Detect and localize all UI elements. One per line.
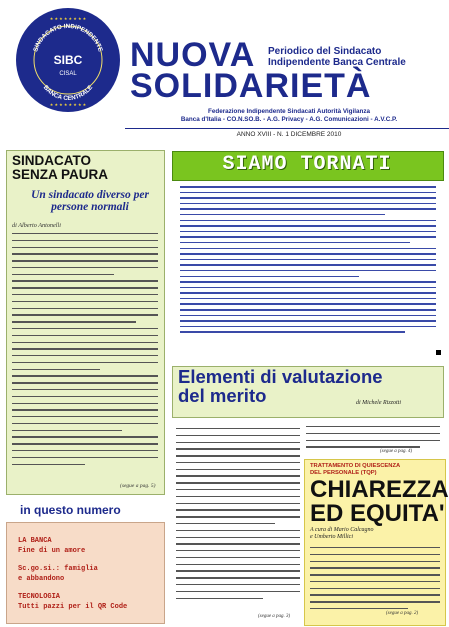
siamo-tornati-title: SIAMO TORNATI — [222, 153, 392, 176]
masthead-subtitle — [268, 46, 406, 68]
right-column-continue[interactable]: (segue a pag. 4) — [380, 449, 413, 454]
toc-item-banca[interactable] — [18, 536, 158, 556]
tqp-sidebar-title — [310, 478, 449, 526]
tqp-sidebar-body — [310, 547, 440, 615]
federation-line — [130, 108, 448, 124]
logo-cisal: CISAL — [59, 71, 77, 77]
left-article-subhead: Un sindacato diverso per persone normali — [31, 189, 149, 213]
logo-text-bottom: BANCA CENTRALE — [41, 84, 95, 103]
sibc-logo — [14, 6, 122, 114]
toc-item-heading: TECNOLOGIA — [18, 593, 61, 601]
svg-text:★ ★ ★ ★ ★ ★ ★ ★: ★ ★ ★ ★ ★ ★ ★ ★ — [49, 16, 87, 21]
masthead-title-line2: SOLIDARIETÀ — [130, 67, 372, 105]
toc-title: in questo numero — [20, 503, 121, 517]
merit-title-line1: Elementi di valutazione — [178, 366, 383, 387]
tqp-sidebar-continue[interactable]: (segue a pag. 2) — [386, 611, 419, 616]
left-article-headline — [12, 154, 108, 182]
toc-item-text: e abbandono — [18, 575, 65, 583]
left-article-author: di Alberto Antonelli — [12, 222, 61, 229]
tqp-sidebar-author — [310, 527, 374, 541]
tqp-title-line1: CHIAREZZA — [310, 476, 449, 503]
toc-item-heading: Sc.go.si.: famiglia — [18, 565, 98, 573]
merit-article-continue[interactable]: (segue a pag. 3) — [258, 614, 291, 619]
tqp-label-line2: DEL PERSONALE (TQP) — [310, 470, 377, 476]
header-divider — [125, 128, 449, 129]
merit-article-body — [176, 428, 300, 604]
issue-date: ANNO XVIII - N. 1 DICEMBRE 2010 — [236, 131, 342, 138]
merit-article-author: di Michele Rizzotti — [356, 400, 401, 406]
left-headline-line1: SINDACATO — [12, 153, 92, 168]
masthead-title-line1: NUOVA — [130, 36, 256, 74]
merit-title-line2: del merito — [178, 385, 267, 406]
logo-text-top: SINDACATO INDIPENDENTE — [32, 22, 104, 53]
masthead-subtitle-line1: Periodico del Sindacato — [268, 46, 382, 57]
logo-sibc: SIBC — [53, 53, 83, 67]
article-end-mark — [436, 350, 441, 355]
toc-item-tecnologia[interactable] — [18, 592, 158, 612]
masthead-subtitle-line2: Indipendente Banca Centrale — [268, 57, 406, 68]
toc-item-heading: LA BANCA — [18, 537, 52, 545]
federation-line2: Banca d'Italia - CO.N.SO.B. - A.G. Privacy - A.G. Comunicazioni - A.V.C.P. — [180, 116, 398, 123]
svg-text:★ ★ ★ ★ ★ ★ ★ ★: ★ ★ ★ ★ ★ ★ ★ ★ — [49, 102, 87, 107]
tqp-sidebar-label — [310, 463, 440, 477]
left-article-body — [12, 233, 158, 470]
federation-line1: Federazione Indipendente Sindacati Autorità Vigilanza — [208, 108, 370, 115]
left-article-continue[interactable]: (segue a pag. 5) — [120, 483, 156, 489]
toc-item-scgosi[interactable] — [18, 564, 158, 584]
main-article-body — [180, 186, 436, 337]
toc-item-text: Fine di un amore — [18, 547, 86, 555]
tqp-author-line1: A cura di Mario Calcagno — [310, 527, 374, 533]
right-column-body — [306, 426, 440, 453]
tqp-title-line2: ED EQUITA' — [310, 500, 445, 527]
tqp-label-line1: TRATTAMENTO DI QUIESCENZA — [310, 463, 401, 469]
tqp-author-line2: e Umberto Millici — [310, 534, 353, 540]
toc-item-text: Tutti pazzi per il QR Code — [18, 603, 128, 611]
merit-article-title — [178, 367, 383, 405]
left-headline-line2: SENZA PAURA — [12, 167, 109, 182]
